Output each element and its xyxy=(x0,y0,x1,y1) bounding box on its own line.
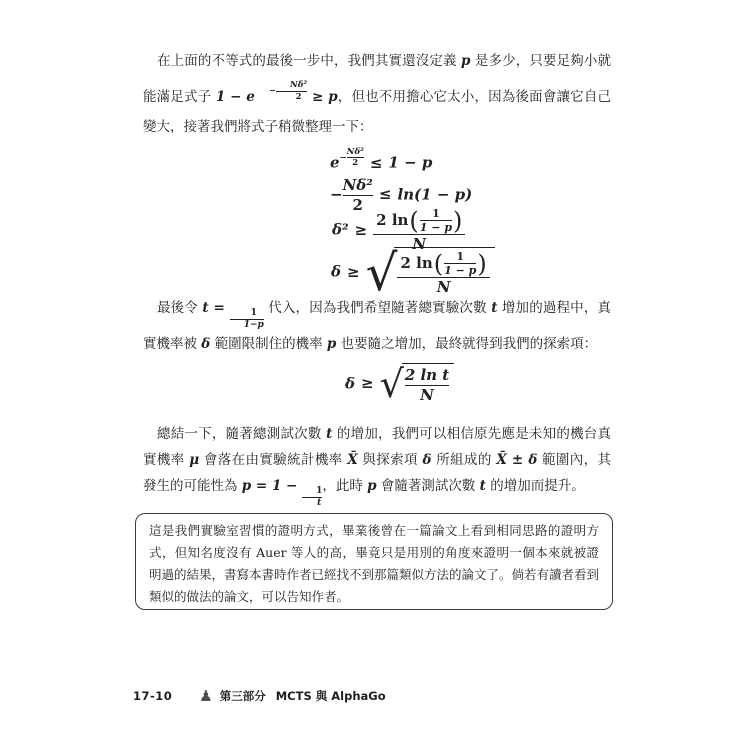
exponent-numerator: Nδ² xyxy=(289,80,308,91)
eq3-lhs: δ² xyxy=(332,220,349,239)
inline-formula-relation: ≥ xyxy=(307,89,329,105)
page-footer xyxy=(133,687,386,705)
eq5-radicand xyxy=(402,363,454,406)
p2-text-5: 也要隨之增加，最終就得到我們的探索項： xyxy=(336,335,598,352)
eq1-relation: ≤ xyxy=(369,153,383,172)
eq1-exp-num: Nδ² xyxy=(346,147,364,157)
eq2-minus: − xyxy=(330,185,343,204)
eq2-rhs: ln(1 − p) xyxy=(397,185,473,204)
eq4-sqrt xyxy=(365,243,495,302)
radical-sign: √ xyxy=(379,362,404,407)
eq1-exponent-minus: − xyxy=(339,152,347,163)
var-mu: μ xyxy=(189,452,200,468)
paragraph-intro xyxy=(143,46,611,142)
inline-formula-pre: 1 − e xyxy=(215,89,255,105)
eq4-radicand xyxy=(394,247,494,298)
chess-pawn-icon: ♟ xyxy=(199,687,213,705)
eq5-sqrt xyxy=(380,363,455,406)
var-p: p xyxy=(367,478,377,494)
exponent-minus: − xyxy=(268,86,276,96)
eq3-inner-num: 1 xyxy=(432,207,440,220)
var-delta: δ xyxy=(201,335,211,352)
eq4-numerator xyxy=(397,250,489,277)
var-t: t xyxy=(479,478,486,494)
p3-frac-den: t xyxy=(302,497,322,509)
eq1-rhs: 1 − p xyxy=(388,153,433,172)
var-t-equals: t = xyxy=(202,300,230,316)
open-paren: ( xyxy=(433,249,444,278)
var-p: p xyxy=(461,53,471,69)
p3-text-7: ，此時 xyxy=(322,478,368,494)
page-number: 17-10 xyxy=(133,689,173,703)
eq2-den: 2 xyxy=(343,195,373,215)
eq4-inner-fraction xyxy=(444,250,476,277)
eq3-den: N xyxy=(373,234,465,254)
equation-exploration-term xyxy=(345,363,454,406)
p2-frac-num: 1 xyxy=(250,308,257,319)
eq1-exp-den: 2 xyxy=(347,157,364,168)
paragraph-substitution xyxy=(143,295,611,358)
eq4-lhs: δ xyxy=(331,262,342,281)
p1-text-1: 在上面的不等式的最後一步中，我們其實還沒定義 xyxy=(157,53,462,69)
eq4-inner-num: 1 xyxy=(456,250,465,263)
eq5-relation: ≥ xyxy=(361,374,374,393)
eq3-relation: ≥ xyxy=(354,220,368,239)
p2-text-1: 最後令 xyxy=(157,300,203,316)
eq4-den: N xyxy=(397,277,489,297)
p2-text-3: 增加的過程中，真實機率被 xyxy=(143,300,611,352)
p3-text-4: 與探索項 xyxy=(357,452,423,468)
p3-text-6: 範圍內，其發生的可能性為 xyxy=(143,452,611,494)
p1-text-2: 是多少，只要足夠小就能滿足式子 xyxy=(143,53,611,105)
eq2-num: Nδ² xyxy=(342,176,373,194)
var-p-formula: p = 1 − xyxy=(241,478,303,494)
eq3-numerator xyxy=(373,207,465,234)
var-t: t xyxy=(326,426,333,442)
eq4-ln-term: 2 ln xyxy=(400,254,433,273)
p3-text-8: 會隨著測試次數 xyxy=(376,478,480,494)
p3-text-9: 的增加而提升。 xyxy=(485,478,585,494)
close-paren: ) xyxy=(453,206,463,235)
eq5-fraction xyxy=(405,366,449,405)
equation-delta-sqrt xyxy=(331,243,495,302)
p1-text-3: ，但也不用擔心它太小，因為後面會讓它自己變大，接著我們將式子稍微整理一下： xyxy=(143,89,611,135)
open-paren: ( xyxy=(409,206,419,235)
author-note-box xyxy=(135,513,613,610)
author-note-text: 這是我們實驗室習慣的證明方式，畢業後曾在一篇論文上看到相同思路的證明方式，但知名度沒有 Auer 等人的高，畢竟只是用別的角度來證明一個本來就被證明過的結果，書寫本書時作者已經找不到那篇類似方法的論文了。倘若有讀者看到類似的做法的論文，可以告知作者。 xyxy=(149,523,600,604)
eq1-exponent-fraction xyxy=(347,147,364,168)
exponent-fraction xyxy=(276,80,307,101)
part-title: MCTS 與 AlphaGo xyxy=(275,689,386,703)
eq1-exponent xyxy=(340,147,364,168)
p3-text-3: 會落在由實驗統計機率 xyxy=(199,452,348,468)
p3-frac-num: 1 xyxy=(316,486,323,497)
eq1-base: e xyxy=(330,153,340,172)
eq3-inner-fraction xyxy=(420,207,452,234)
eq5-den: N xyxy=(405,385,449,405)
close-paren: ) xyxy=(477,249,487,278)
eq5-num: 2 ln t xyxy=(404,366,450,384)
p3-text-5: 所組成的 xyxy=(431,452,497,468)
p2-inline-fraction xyxy=(230,308,264,331)
inline-exponent xyxy=(255,76,307,106)
eq4-relation: ≥ xyxy=(347,262,360,281)
p2-text-4: 範圍限制住的機率 xyxy=(210,335,327,352)
equation-exponential-inequality xyxy=(330,147,432,172)
p3-text-2: 的增加，我們可以相信原先應是未知的機台真實機率 xyxy=(143,426,612,468)
radical-sign: √ xyxy=(365,243,398,302)
paragraph-summary xyxy=(143,421,611,509)
exponent-denominator: 2 xyxy=(276,91,307,102)
var-t: t xyxy=(491,300,498,316)
eq3-ln-term: 2 ln xyxy=(376,211,409,230)
p3-inline-fraction xyxy=(302,486,322,509)
eq3-inner-den: 1 − p xyxy=(419,221,453,235)
eq2-relation: ≤ xyxy=(378,185,392,204)
eq4-inner-den: 1 − p xyxy=(444,264,477,278)
var-p: p xyxy=(326,335,337,352)
var-p-bound: p xyxy=(328,89,338,105)
var-delta: δ xyxy=(422,452,432,468)
eq4-fraction xyxy=(397,250,489,297)
p2-text-2: 代入，因為我們希望隨著總實驗次數 xyxy=(263,300,492,316)
p2-frac-den: 1−p xyxy=(230,319,264,331)
part-label: 第三部分 xyxy=(219,689,266,703)
var-xbar: X̄ xyxy=(347,452,358,468)
var-xbar-range: X̄ ± δ xyxy=(496,452,538,468)
p3-text-1: 總結一下，隨著總測試次數 xyxy=(157,426,327,442)
eq5-lhs: δ xyxy=(345,374,356,393)
